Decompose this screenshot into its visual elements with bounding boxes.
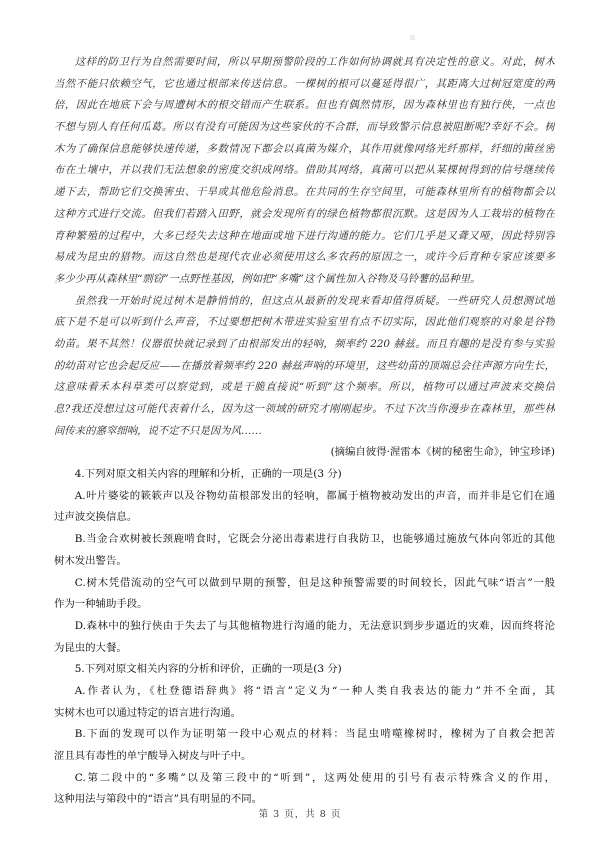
question5-option-a-continued: 实树木也可以通过特定的语言进行沟通。 bbox=[54, 706, 242, 719]
page-indicator: 第 3 页，共 8 页 bbox=[258, 809, 342, 820]
passage-line: 不想与别人有任何瓜葛。所以有没有可能因为这些家伙的不合群，而导致警示信息被阻断呢?幸好不会。树 bbox=[54, 121, 555, 134]
passage-line: 这意味着禾本科草类可以察觉到，或是干脆直接说“听到”这个频率。所以，植物可以通过声波来交换信 bbox=[54, 381, 555, 394]
passage-line: 木为了确保信息能够快速传递，多数情况下都会以真菌为媒介，其作用就像网络光纤那样，纤细的菌丝密 bbox=[54, 142, 555, 155]
page-footer bbox=[0, 806, 600, 820]
question5-stem: 5.下列对原文相关内容的分析和评价，正确的一项是(3 分) bbox=[74, 663, 342, 676]
passage-line: 易成为昆虫的猎物。而这自然也是现代农业必须使用这么多农药的原因之一，或许今后育种专家应该要多 bbox=[54, 251, 555, 264]
passage-line: 的幼苗对它也会起反应——在播放着频率约 220 赫兹声响的环境里，这些幼苗的顶端总会往声源方向生长， bbox=[54, 359, 555, 372]
passage-line: 这样的防卫行为自然需要时间，所以早期预警阶段的工作如何协调就具有决定性的意义。对此，树木 bbox=[74, 56, 555, 68]
question5-option-b-continued: 涩且具有毒性的单宁酸导入树皮与叶子中。 bbox=[54, 750, 252, 762]
question5-option-c: C.第二段中的“多嘴”以及第三段中的“听到”，这两处使用的引号有表示特殊含义的作用， bbox=[74, 771, 555, 784]
question4-option-a: A.叶片婆娑的簌簌声以及谷物幼苗根部发出的轻响，都属于植物被动发出的声音，而并非是它们在通 bbox=[74, 489, 555, 502]
question5-option-a: A.作者认为，《杜登德语辞典》将“语言”定义为“一种人类自我表达的能力”并不全面，其 bbox=[74, 684, 555, 697]
passage-line: 倍，因此在地底下会与周遭树木的根交错而产生联系。但也有偶然情形，因为森林里也有独行侠，一点也 bbox=[54, 99, 555, 112]
question4-option-c-continued: 作为一种辅助手段。 bbox=[54, 598, 148, 611]
exam-page-content bbox=[54, 52, 555, 811]
scan-artifact-dot bbox=[410, 35, 415, 40]
passage-line: 幼苗。果不其然！仪器很快就记录到了由根部发出的轻响，频率约 220 赫兹。而且有趣的是没有参与实验 bbox=[54, 337, 555, 350]
question4-option-b: B.当金合欢树被长颈鹿啃食时，它既会分泌出毒素进行自我防卫，也能够通过施放气体向邻近的其他 bbox=[74, 533, 555, 546]
passage-line: 递下去，帮助它们交换害虫、干旱或其他危险消息。在共同的生存空间里，可能森林里所有的植物都会以 bbox=[54, 186, 555, 199]
passage-line: 多少少再从森林里“剽窃”一点野性基因，例如把“多嘴”这个属性加入谷物及马铃薯的品种里。 bbox=[54, 272, 481, 285]
passage-line: 底下是不是可以听到什么声音，不过要想把树木带进实验室里有点不切实际，因此他们观察的对象是谷物 bbox=[54, 316, 555, 329]
passage-line: 育种繁殖的过程中，大多已经失去这种在地面或地下进行沟通的能力。它们几乎是又聋又哑，因此特别容 bbox=[54, 229, 555, 242]
question4-option-d: D.森林中的独行侠由于失去了与其他植物进行沟通的能力，无法意识到步步逼近的灾难，因而终将沦 bbox=[74, 619, 555, 632]
question4-option-d-continued: 为昆虫的大餐。 bbox=[54, 641, 127, 654]
question4-stem: 4.下列对原文相关内容的理解和分析，正确的一项是(3 分) bbox=[74, 468, 342, 481]
passage-line: 当然不能只依赖空气，它也通过根部来传送信息。一棵树的根可以蔓延得很广，其距离大过树冠宽度的两 bbox=[54, 77, 555, 90]
passage-attribution: (摘编自彼得·渥雷本《树的秘密生命》，钟宝珍译) bbox=[330, 446, 555, 459]
question4-option-c: C.树木凭借流动的空气可以做到早期的预警，但是这种预警需要的时间较长，因此气味“语言”一般 bbox=[74, 576, 555, 589]
question5-option-c-continued: 这种用法与第段中的“语言”具有明显的不同。 bbox=[54, 793, 263, 806]
passage-line: 间传来的窸窣细响，说不定不只是因为风…… bbox=[54, 424, 262, 437]
question4-option-b-continued: 树木发出警告。 bbox=[54, 554, 127, 567]
passage-line: 息?我还没想过这可能代表着什么，因为这一领域的研究才刚刚起步。不过下次当你漫步在森林里，那些林 bbox=[54, 403, 555, 415]
question5-option-b: B.下面的发现可以作为证明第一段中心观点的材料：当昆虫啃噬橡树时，橡树为了自救会把苦 bbox=[74, 728, 555, 741]
passage-line: 虽然我一开始时说过树木是静悄悄的，但这点从最新的发现来看却值得质疑。一些研究人员想测试地 bbox=[74, 294, 555, 307]
passage-line: 布在土壤中，并以我们无法想象的密度交织成网络。借助其网络，真菌可以把从某棵树得到的信号继续传 bbox=[54, 164, 555, 177]
question4-option-a-continued: 过声波交换信息。 bbox=[54, 511, 138, 524]
passage-line: 这种方式进行交流。但我们若踏入田野，就会发现所有的绿色植物都很沉默。这是因为人工栽培的植物在 bbox=[54, 207, 555, 220]
